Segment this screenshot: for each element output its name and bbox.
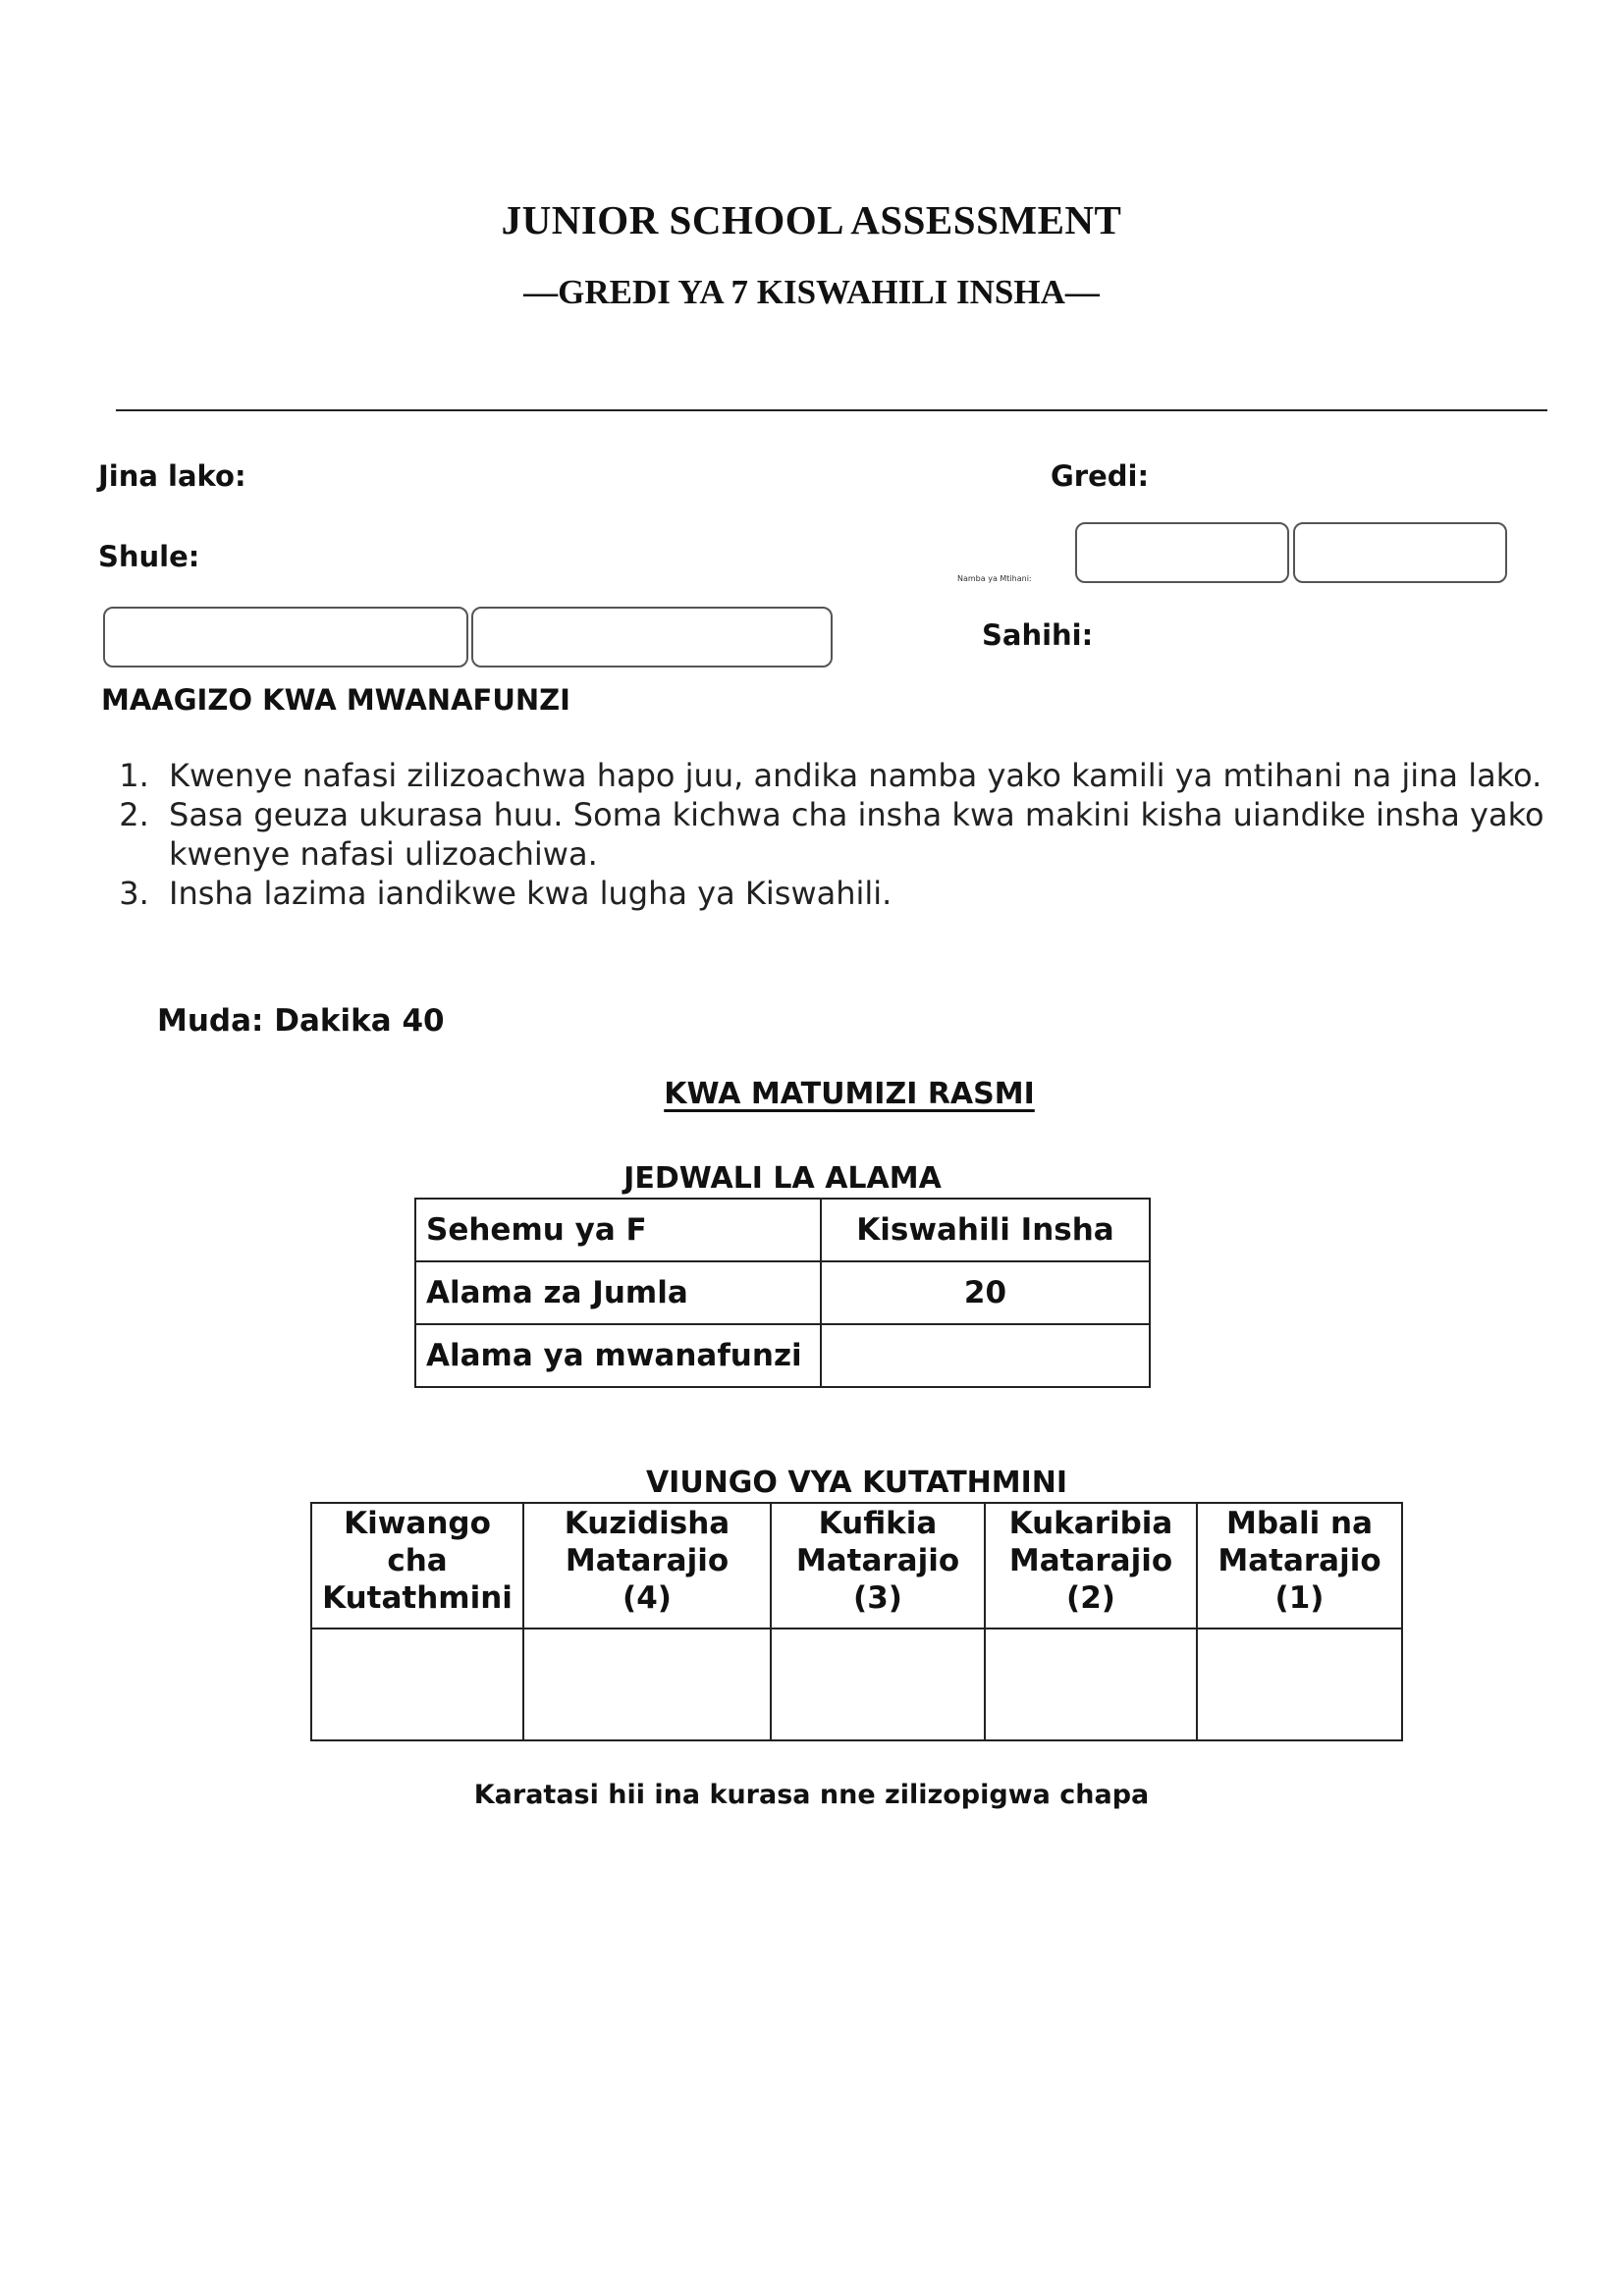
exam-number-label: Namba ya Mtihani: <box>957 574 1032 583</box>
header-cell <box>311 1503 523 1629</box>
table-row <box>415 1261 1150 1324</box>
header-cell <box>1197 1503 1402 1629</box>
official-use-heading: KWA MATUMIZI RASMI <box>664 1077 1035 1111</box>
instructions-list <box>98 756 1563 913</box>
student-score-cell[interactable] <box>821 1324 1150 1387</box>
table-row <box>415 1324 1150 1387</box>
header-line: Kiwango <box>344 1506 491 1541</box>
rubric-entry-cell[interactable] <box>523 1629 771 1740</box>
marks-table <box>414 1198 1151 1388</box>
page-subtitle: —GREDI YA 7 KISWAHILI INSHA— <box>523 273 1100 311</box>
time-allowed: Muda: Dakika 40 <box>157 1003 445 1039</box>
footer-note: Karatasi hii ina kurasa nne zilizopigwa chapa <box>473 1780 1150 1810</box>
answer-box-2[interactable] <box>471 607 833 667</box>
header-line: (4) <box>622 1580 672 1616</box>
table-cell: Sehemu ya F <box>415 1199 821 1261</box>
header-line: (3) <box>853 1580 902 1616</box>
instructions-heading: MAAGIZO KWA MWANAFUNZI <box>101 683 570 717</box>
header-line: Kufikia <box>818 1506 938 1541</box>
header-line: (2) <box>1066 1580 1115 1616</box>
header-cell <box>985 1503 1197 1629</box>
header-cell <box>771 1503 985 1629</box>
instruction-item: 2. Sasa geuza ukurasa huu. Soma kichwa cha insha kwa makini kisha uiandike insha yako kwenye nafasi ulizoachiwa. <box>159 795 1563 874</box>
page-title: JUNIOR SCHOOL ASSESSMENT <box>501 197 1122 242</box>
table-cell: Alama za Jumla <box>415 1261 821 1324</box>
header-divider <box>116 409 1547 411</box>
header-line: Mbali na <box>1226 1506 1373 1541</box>
table-cell: Kiswahili Insha <box>821 1199 1150 1261</box>
school-label: Shule: <box>98 540 200 573</box>
instruction-item: 3. Insha lazima iandikwe kwa lugha ya Kiswahili. <box>159 874 1563 913</box>
table-row <box>311 1629 1402 1740</box>
name-label: Jina lako: <box>98 459 246 493</box>
marks-table-title: JEDWALI LA ALAMA <box>623 1161 942 1196</box>
table-row <box>311 1503 1402 1629</box>
table-row <box>415 1199 1150 1261</box>
rubric-entry-cell[interactable] <box>771 1629 985 1740</box>
table-cell: 20 <box>821 1261 1150 1324</box>
header-cell <box>523 1503 771 1629</box>
rubric-table-title: VIUNGO VYA KUTATHMINI <box>645 1466 1068 1500</box>
header-line: Matarajio <box>795 1543 960 1578</box>
answer-box-1[interactable] <box>103 607 468 667</box>
grade-label: Gredi: <box>1051 459 1150 493</box>
signature-label: Sahihi: <box>982 618 1094 652</box>
exam-number-box-1[interactable] <box>1075 522 1289 583</box>
header-line: Matarajio <box>1217 1543 1381 1578</box>
header-line: Kukaribia <box>1008 1506 1173 1541</box>
rubric-entry-cell[interactable] <box>1197 1629 1402 1740</box>
header-line: Matarajio <box>1008 1543 1173 1578</box>
header-line: Matarajio <box>565 1543 730 1578</box>
header-line: (1) <box>1274 1580 1325 1616</box>
rubric-entry-cell[interactable] <box>311 1629 523 1740</box>
header-line: Kuzidisha <box>564 1506 730 1541</box>
table-cell: Alama ya mwanafunzi <box>415 1324 821 1387</box>
rubric-entry-cell[interactable] <box>985 1629 1197 1740</box>
header-line: cha <box>387 1543 448 1578</box>
rubric-table <box>310 1502 1403 1741</box>
exam-number-box-2[interactable] <box>1293 522 1507 583</box>
instruction-item: 1. Kwenye nafasi zilizoachwa hapo juu, andika namba yako kamili ya mtihani na jina lako. <box>159 756 1563 795</box>
header-line: Kutathmini <box>322 1580 513 1616</box>
